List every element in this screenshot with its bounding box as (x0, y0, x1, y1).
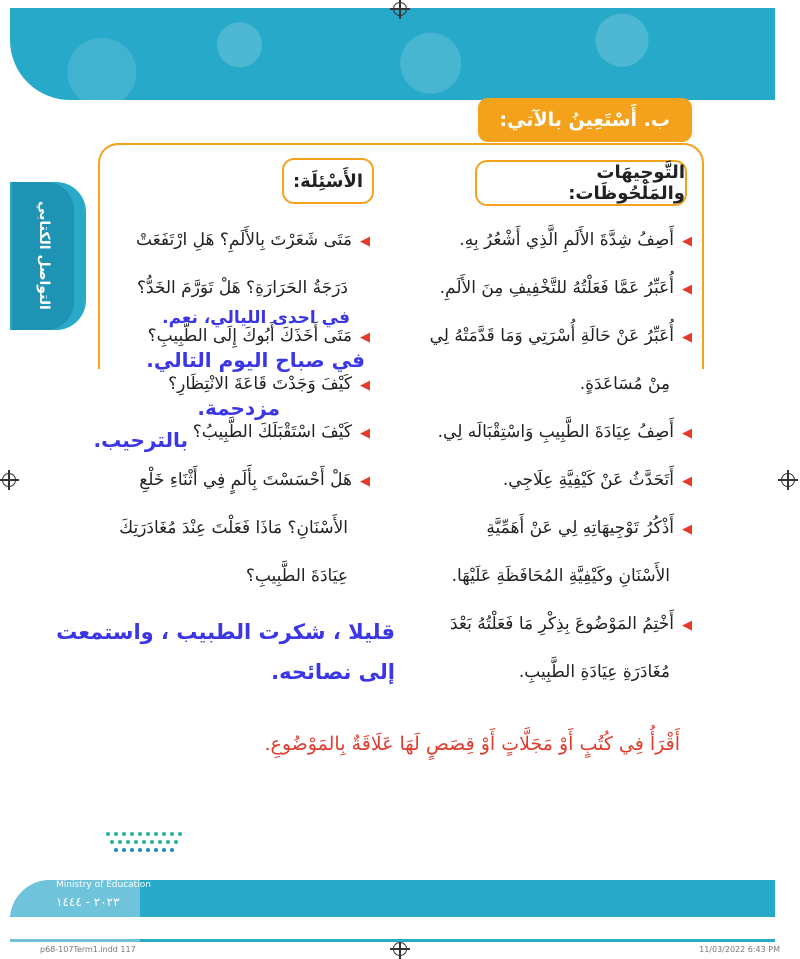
list-item-continuation: مُغَادَرَةِ عِيَادَةِ الطَّبِيبِ. (518, 662, 670, 682)
print-slug-right: 11/03/2022 6:43 PM (699, 945, 780, 954)
list-item: ◀مَتَى شَعَرْتَ بِالأَلَمِ؟ هَلِ ارْتَفَعَتْ (136, 230, 370, 250)
ministry-logo-icon (100, 828, 190, 858)
arrow-bullet-icon: ◀ (360, 234, 370, 249)
questions-title: الأَسْئِلَة: (282, 158, 374, 204)
arrow-bullet-icon: ◀ (682, 330, 692, 345)
arrow-bullet-icon: ◀ (360, 474, 370, 489)
list-item: ◀كَيْفَ اسْتَقْبَلَكَ الطَّبِيبُ؟ (192, 422, 370, 442)
list-item: ◀أَخْتِمُ المَوْضُوعَ بِذِكْرِ مَا فَعَلْتُهُ بَعْدَ (449, 614, 692, 634)
arrow-bullet-icon: ◀ (360, 330, 370, 345)
section-header: ب. أَسْتَعِينُ بالآتي: (478, 98, 692, 142)
list-item: ◀هَلْ أَحْسَسْتَ بِأَلَمٍ فِي أَثْنَاءِ خَلْعِ (139, 470, 370, 490)
list-item: ◀أَصِفُ شِدَّةَ الأَلَمِ الَّذِي أَشْعُرُ بِهِ. (459, 230, 692, 250)
handwritten-answer: إلى نصائحه. (271, 660, 395, 684)
arrow-bullet-icon: ◀ (682, 474, 692, 489)
arrow-bullet-icon: ◀ (682, 426, 692, 441)
reading-note: أَقْرَأُ فِي كُتُبٍ أَوْ مَجَلَّاتٍ أَوْ قِصَصٍ لَهَا عَلَاقَةٌ بِالمَوْضُوعِ. (264, 733, 680, 755)
handwritten-answer: في صباح اليوم التالي. (146, 348, 365, 372)
ministry-year: ٢٠٢٣ - ١٤٤٤ (56, 895, 120, 909)
page-strip (10, 917, 775, 939)
arrow-bullet-icon: ◀ (682, 282, 692, 297)
handwritten-answer: في احدى الليالي، نعم. (162, 308, 350, 328)
list-item-continuation: الأَسْنَانِ وكَيْفِيَّةِ المُحَافَظَةِ عَلَيْهَا. (451, 566, 670, 586)
arrow-bullet-icon: ◀ (360, 378, 370, 393)
handwritten-answer: قليلا ، شكرت الطبيب ، واستمعت (56, 620, 395, 644)
handwritten-answer: بالترحيب. (93, 428, 188, 452)
print-slug-left: p68-107Term1.indd 117 (40, 945, 136, 954)
list-item: ◀أَتَحَدَّثُ عَنْ كَيْفِيَّةِ عِلَاجِي. (502, 470, 692, 490)
ministry-name: وزارة التعليم (56, 860, 125, 875)
list-item: ◀مَتَى أَخَذَكَ أَبُوكَ إِلَى الطَّبِيبِ؟ (147, 326, 370, 346)
list-item: ◀كَيْفَ وَجَدْتَ قَاعَةَ الانْتِظَارِ؟ (168, 374, 370, 394)
list-item-continuation: دَرَجَةُ الحَرَارَةِ؟ هَلْ تَوَرَّمَ الخَدُّ؟ (136, 278, 348, 298)
guidelines-list (382, 230, 692, 690)
list-item: ◀أَذْكُرُ تَوْجِيهَاتِهِ لِي عَنْ أَهَمِّيَّةِ (486, 518, 692, 538)
list-item: ◀أُعَبِّرُ عَنْ حَالَةِ أُسْرَتِي وَمَا قَدَّمَتْهُ لِي (429, 326, 692, 346)
arrow-bullet-icon: ◀ (682, 618, 692, 633)
top-banner (10, 8, 775, 100)
list-item-continuation: عِيَادَةَ الطَّبِيبِ؟ (245, 566, 348, 586)
list-item-continuation: مِنْ مُسَاعَدَةٍ. (579, 374, 670, 394)
list-item: ◀أُعَبِّرُ عَمَّا فَعَلْتُهُ للتَّخْفِيفِ مِنَ الأَلَمِ. (439, 278, 692, 298)
list-item-continuation: الأَسْنَانِ؟ مَاذَا فَعَلْتَ عِنْدَ مُغَادَرَتِكَ (119, 518, 348, 538)
arrow-bullet-icon: ◀ (360, 426, 370, 441)
registration-mark-icon (2, 473, 16, 487)
side-tab-label: التواصل الكتابي (36, 201, 52, 310)
registration-mark-icon (781, 473, 795, 487)
guidelines-title: التَّوجِيهَات والمَلْحُوظَات: (475, 160, 687, 206)
handwritten-answer: مزدحمة. (197, 396, 280, 420)
registration-mark-icon (393, 942, 407, 956)
arrow-bullet-icon: ◀ (682, 234, 692, 249)
arrow-bullet-icon: ◀ (682, 522, 692, 537)
registration-mark-icon (393, 2, 407, 16)
ministry-name-en: Ministry of Education (56, 880, 151, 890)
list-item: ◀أَصِفُ عِيَادَةَ الطَّبِيبِ وَاسْتِقْبَالَه لِي. (437, 422, 692, 442)
